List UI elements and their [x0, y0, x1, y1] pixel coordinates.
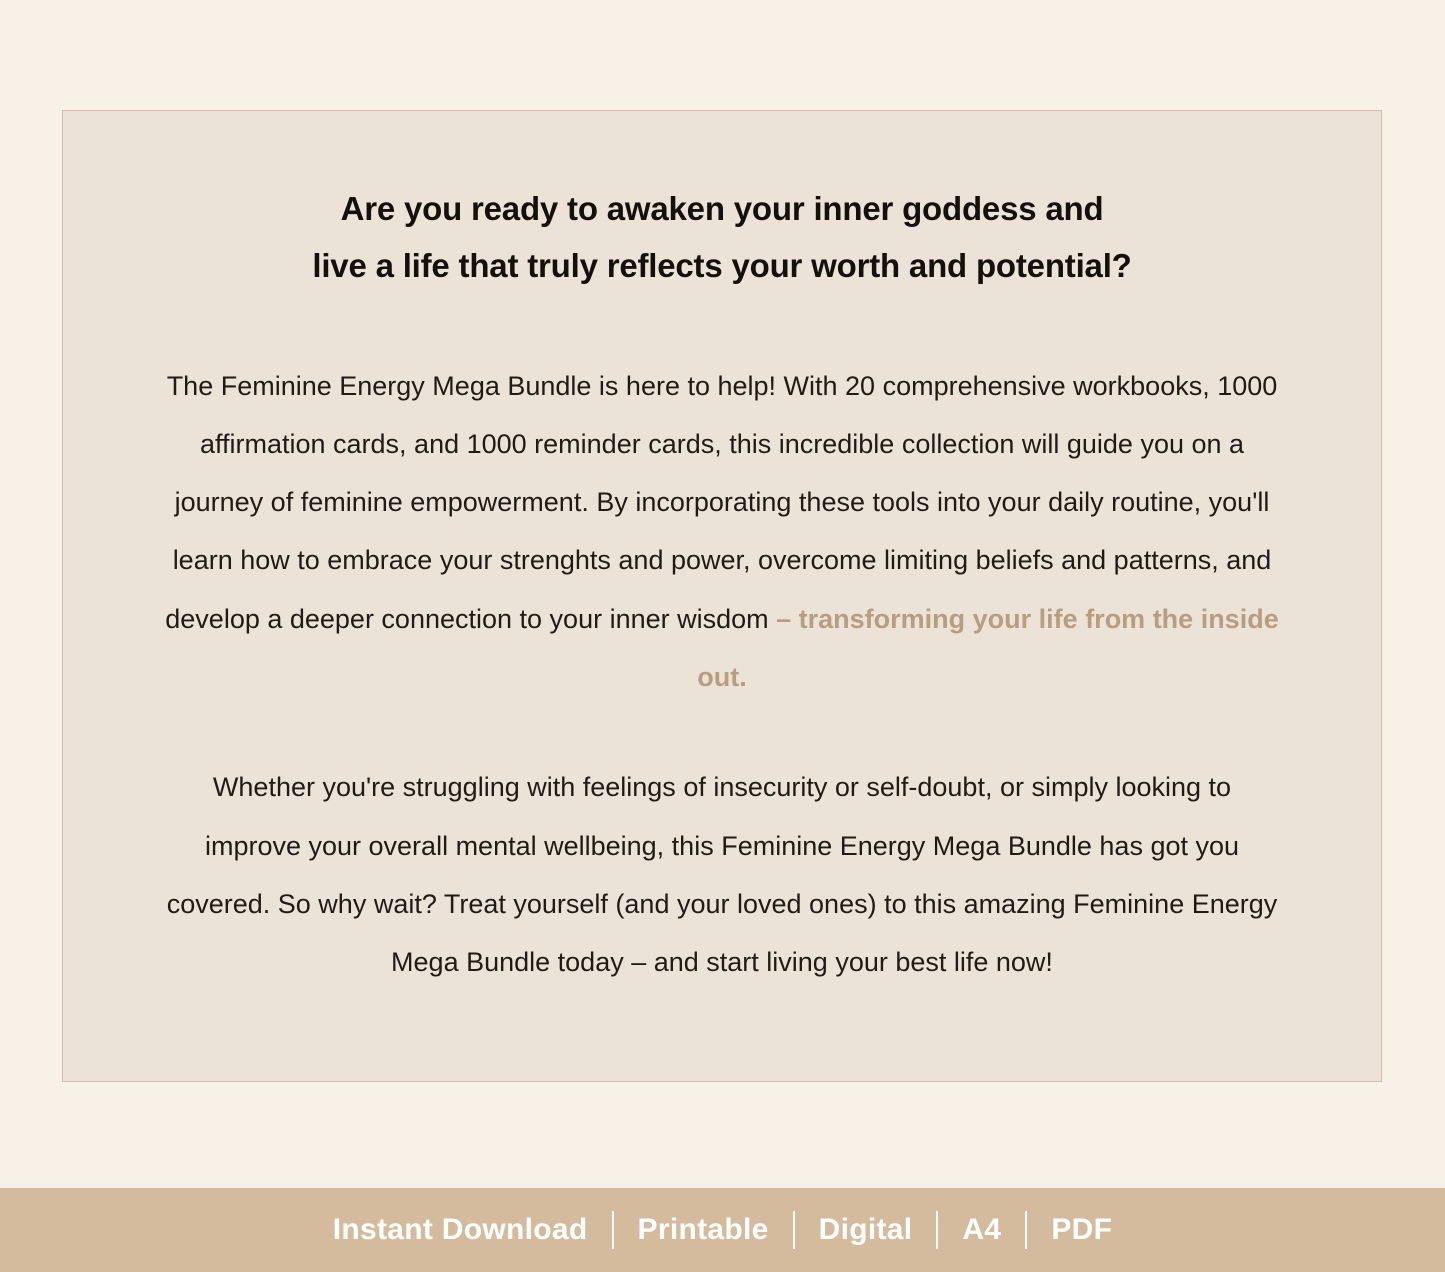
footer-divider [612, 1211, 614, 1249]
content-card [62, 110, 1382, 1082]
footer-item-pdf: PDF [1051, 1213, 1113, 1246]
footer-divider [936, 1211, 938, 1249]
page-title [123, 181, 1321, 295]
description-paragraph-2: Whether you're struggling with feelings of insecurity or self-doubt, or simply looking to improve your overall mental wellbeing, this Feminine Energy Mega Bundle has got you covered. So why wait? Treat yourself (and your loved ones) to this amazing Feminine Energy Mega Bundle today – and start living your best life now! [166, 772, 1278, 978]
description-paragraph-1-accent: – transforming your life from the inside out. [697, 603, 1279, 693]
description-paragraph-1 [163, 357, 1281, 707]
footer-divider [1025, 1211, 1027, 1249]
headline-line-1: Are you ready to awaken your inner goddess and [340, 190, 1104, 227]
headline-line-2: live a life that truly reflects your worth and potential? [312, 246, 1132, 284]
feature-footer-bar [0, 1188, 1445, 1272]
footer-item-a4: A4 [962, 1213, 1002, 1246]
footer-item-instant-download: Instant Download [332, 1213, 588, 1246]
footer-item-digital: Digital [818, 1213, 913, 1246]
footer-divider [793, 1211, 795, 1249]
footer-item-printable: Printable [637, 1213, 769, 1246]
description-paragraph-1-main: The Feminine Energy Mega Bundle is here to help! With 20 comprehensive workbooks, 1000 affirmation cards, and 1000 reminder cards, this incredible collection will guide you on a journey of feminine empowerment. By incorporating these tools into your daily routine, you'll learn how to embrace your strenghts and power, overcome limiting beliefs and patterns, and develop a deeper connection to your inner wisdom [165, 370, 1278, 634]
